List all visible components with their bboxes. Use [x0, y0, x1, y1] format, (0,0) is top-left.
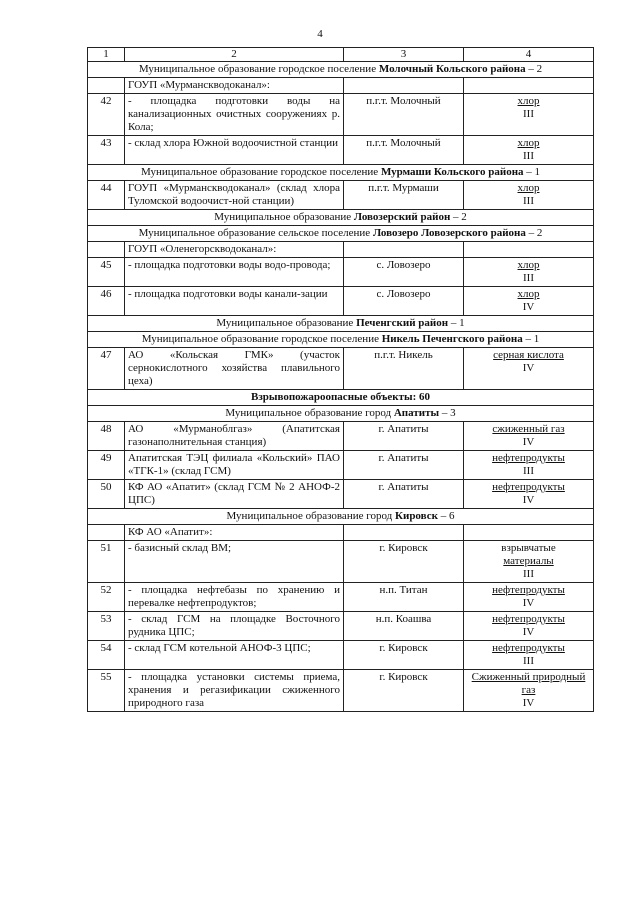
item-row [88, 641, 594, 670]
section-count: – 1 [522, 333, 540, 345]
location-cell [344, 78, 464, 94]
section-name: Ловозерский район [353, 211, 451, 223]
hazard-cell [464, 480, 594, 509]
section-text: Муниципальное образование городское поселение [138, 63, 377, 75]
section-row [88, 316, 594, 332]
section-heading [88, 390, 594, 406]
object-name: - склад ГСМ на площадке Восточного рудника ЦПС; [125, 612, 344, 641]
item-number: 53 [88, 612, 125, 641]
section-text: Муниципальное образование город [225, 407, 392, 419]
organization-name: ГОУП «Оленегорскводоканал»: [125, 242, 344, 258]
number-cell [88, 242, 125, 258]
section-heading [88, 509, 594, 525]
section-heading [88, 210, 594, 226]
section-row [88, 165, 594, 181]
object-name: - площадка подготовки воды канали-зации [125, 287, 344, 316]
location: г. Кировск [344, 541, 464, 583]
section-row [88, 210, 594, 226]
item-number: 52 [88, 583, 125, 612]
item-row [88, 612, 594, 641]
header-cell-3: 3 [344, 48, 464, 62]
hazard-cell [464, 541, 594, 583]
section-count: – 6 [437, 510, 455, 522]
hazard-cell [464, 242, 594, 258]
section-name: Мурмаши Кольского района [380, 166, 524, 178]
hazard-class: IV [522, 436, 535, 448]
section-count: – 2 [525, 227, 543, 239]
hazard-cell [464, 451, 594, 480]
hazard-substance: хлор [517, 288, 540, 300]
hazard-cell [464, 422, 594, 451]
item-row [88, 451, 594, 480]
hazard-substance: сжиженный газ [492, 423, 565, 435]
object-name: - площадка подготовки воды водо-провода; [125, 258, 344, 287]
hazard-cell [464, 258, 594, 287]
page-number: 4 [317, 28, 323, 40]
hazard-substance: хлор [517, 182, 540, 194]
section-row [88, 332, 594, 348]
table-body [88, 48, 594, 712]
object-name: Апатитская ТЭЦ филиала «Кольский» ПАО «ТГК-1» (склад ГСМ) [125, 451, 344, 480]
section-name: Ловозеро Ловозерского района [372, 227, 526, 239]
item-row [88, 287, 594, 316]
hazard-class: IV [522, 362, 535, 374]
section-text: Муниципальное образование город [226, 510, 393, 522]
location-cell [344, 242, 464, 258]
hazard-cell [464, 136, 594, 165]
item-number: 46 [88, 287, 125, 316]
item-number: 42 [88, 94, 125, 136]
section-row [88, 62, 594, 78]
hazard-substance: Сжиженный природный газ [471, 671, 586, 696]
location: с. Ловозеро [344, 287, 464, 316]
hazard-class: IV [522, 301, 535, 313]
location: п.г.т. Молочный [344, 94, 464, 136]
item-number: 51 [88, 541, 125, 583]
number-cell [88, 525, 125, 541]
hazard-cell [464, 641, 594, 670]
org-row [88, 242, 594, 258]
item-number: 55 [88, 670, 125, 712]
hazard-class: III [523, 655, 534, 667]
org-row [88, 525, 594, 541]
section-heading [88, 62, 594, 78]
section-count: – 2 [450, 211, 467, 223]
section-text: Муниципальное образование [214, 211, 352, 223]
item-row [88, 670, 594, 712]
location: п.г.т. Мурмаши [344, 181, 464, 210]
organization-name: ГОУП «Мурманскводоканал»: [125, 78, 344, 94]
section-heading [88, 406, 594, 422]
section-heading [88, 332, 594, 348]
hazard-class: IV [522, 494, 535, 506]
section-text: Муниципальное образование городское поселение [140, 166, 379, 178]
item-number: 54 [88, 641, 125, 670]
object-name: - площадка подготовки воды на канализационных очистных сооружениях р. Кола; [125, 94, 344, 136]
header-cell-2: 2 [125, 48, 344, 62]
item-number: 48 [88, 422, 125, 451]
section-count: – 3 [439, 407, 456, 419]
hazard-substance: нефтепродукты [492, 584, 565, 596]
object-name: - склад ГСМ котельной АНОФ-3 ЦПС; [125, 641, 344, 670]
item-row [88, 422, 594, 451]
object-name: КФ АО «Апатит» (склад ГСМ № 2 АНОФ-2 ЦПС) [125, 480, 344, 509]
hazard-cell [464, 94, 594, 136]
section-heading [88, 165, 594, 181]
section-row [88, 226, 594, 242]
hazard-class: III [523, 150, 534, 162]
hazard-class: IV [522, 697, 535, 709]
section-text: Муниципальное образование городское поселение [141, 333, 379, 345]
item-number: 44 [88, 181, 125, 210]
hazard-substance: хлор [517, 259, 540, 271]
section-count: – 2 [525, 63, 543, 75]
header-cell-4: 4 [464, 48, 594, 62]
object-name: - площадка установки системы приема, хранения и регазификации сжиженного природного газа [125, 670, 344, 712]
item-number: 45 [88, 258, 125, 287]
item-number: 47 [88, 348, 125, 390]
hazard-substance: нефтепродукты [492, 452, 565, 464]
hazard-cell [464, 525, 594, 541]
hazard-substance: серная кислота [493, 349, 564, 361]
hazard-cell [464, 181, 594, 210]
section-row [88, 406, 594, 422]
hazard-substance: материалы [503, 555, 554, 567]
object-name: - склад хлора Южной водоочистной станции [125, 136, 344, 165]
hazard-class: III [523, 465, 534, 477]
hazard-cell [464, 287, 594, 316]
hazard-substance: нефтепродукты [492, 481, 565, 493]
hazardous-objects-table [87, 47, 594, 712]
hazard-class: IV [522, 597, 535, 609]
object-name: - базисный склад ВМ; [125, 541, 344, 583]
location: г. Кировск [344, 670, 464, 712]
location: г. Апатиты [344, 422, 464, 451]
hazard-substance-plain: взрывчатые [501, 542, 556, 554]
hazard-substance: хлор [517, 137, 540, 149]
location: с. Ловозеро [344, 258, 464, 287]
section-row [88, 509, 594, 525]
hazard-cell [464, 612, 594, 641]
section-name: Молочный Кольского района [378, 63, 526, 75]
hazard-substance: нефтепродукты [492, 642, 565, 654]
section-row [88, 390, 594, 406]
section-name: Печенгский район [356, 317, 449, 329]
item-number: 50 [88, 480, 125, 509]
location: п.г.т. Никель [344, 348, 464, 390]
hazard-class: III [523, 108, 534, 120]
object-name: - площадка нефтебазы по хранению и перевалке нефтепродуктов; [125, 583, 344, 612]
section-name: Взрывопожароопасные объекты: 60 [250, 391, 431, 403]
item-number: 43 [88, 136, 125, 165]
section-name: Кировск [395, 510, 438, 522]
section-count: – 1 [448, 317, 465, 329]
section-heading [88, 316, 594, 332]
hazard-class: III [523, 568, 534, 580]
number-cell [88, 78, 125, 94]
section-count: – 1 [523, 166, 541, 178]
hazard-class: III [523, 195, 534, 207]
hazard-class: IV [522, 626, 535, 638]
location: н.п. Коашва [344, 612, 464, 641]
location: г. Апатиты [344, 451, 464, 480]
object-name: АО «Кольская ГМК» (участок сернокислотного хозяйства плавильного цеха) [125, 348, 344, 390]
hazard-class: III [523, 272, 534, 284]
header-cell-1: 1 [88, 48, 125, 62]
hazard-cell [464, 583, 594, 612]
section-heading [88, 226, 594, 242]
location: п.г.т. Молочный [344, 136, 464, 165]
location: г. Апатиты [344, 480, 464, 509]
header-row [88, 48, 594, 62]
item-row [88, 258, 594, 287]
item-row [88, 348, 594, 390]
item-row [88, 480, 594, 509]
object-name: ГОУП «Мурманскводоканал» (склад хлора Туломской водоочист-ной станции) [125, 181, 344, 210]
hazard-cell [464, 348, 594, 390]
object-name: АО «Мурманоблгаз» (Апатитская газонаполнительная станция) [125, 422, 344, 451]
section-name: Никель Печенгского района [381, 333, 523, 345]
item-row [88, 136, 594, 165]
org-row [88, 78, 594, 94]
location-cell [344, 525, 464, 541]
item-row [88, 583, 594, 612]
hazard-substance: нефтепродукты [492, 613, 565, 625]
item-row [88, 181, 594, 210]
section-text: Муниципальное образование сельское поселение [138, 227, 371, 239]
section-name: Апатиты [393, 407, 440, 419]
hazard-substance: хлор [517, 95, 540, 107]
item-row [88, 541, 594, 583]
hazard-cell [464, 78, 594, 94]
hazard-cell [464, 670, 594, 712]
item-row [88, 94, 594, 136]
organization-name: КФ АО «Апатит»: [125, 525, 344, 541]
location: г. Кировск [344, 641, 464, 670]
location: н.п. Титан [344, 583, 464, 612]
section-text: Муниципальное образование [216, 317, 354, 329]
item-number: 49 [88, 451, 125, 480]
